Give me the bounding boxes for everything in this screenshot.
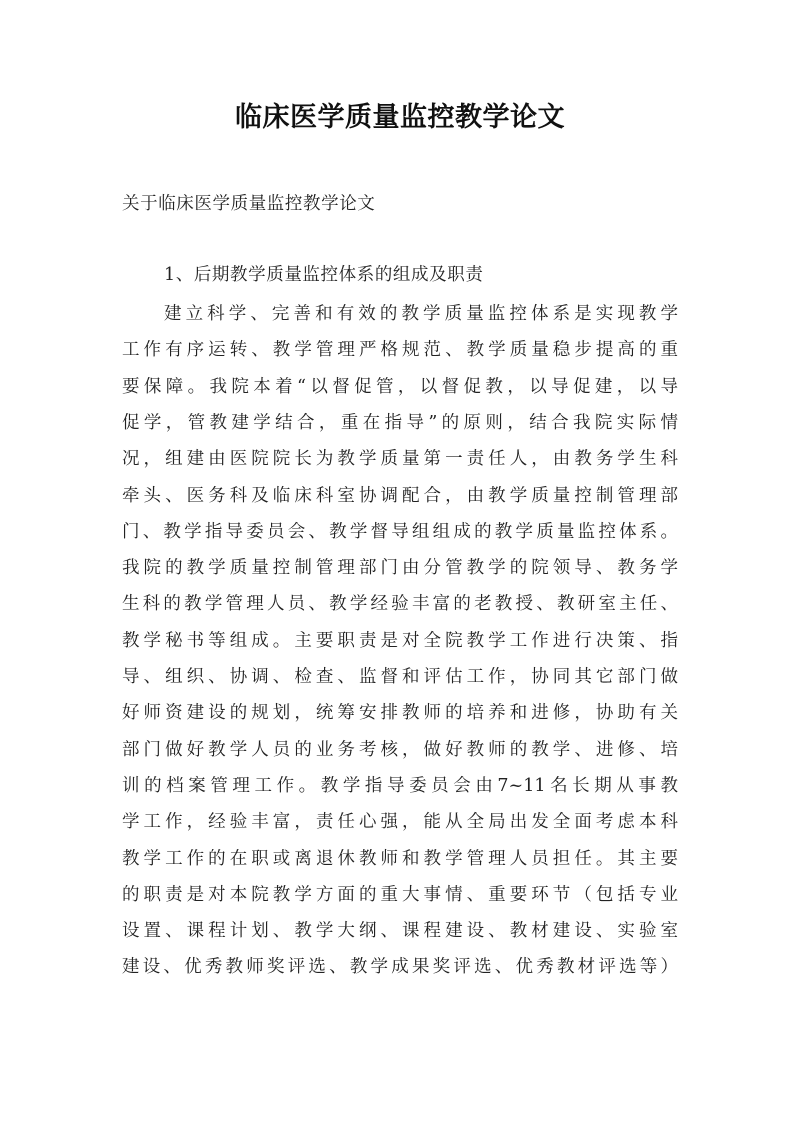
- body-line: 门、教学指导委员会、教学督导组组成的教学质量监控体系。: [122, 521, 678, 542]
- body-line: 的职责是对本院教学方面的重大事情、重要环节（包括专业: [122, 884, 678, 905]
- body-line: 况，组建由医院院长为教学质量第一责任人，由教务学生科: [122, 449, 678, 470]
- body-line: 促学，管教建学结合，重在指导”的原则，结合我院实际情: [122, 412, 678, 433]
- body-line: 训的档案管理工作。教学指导委员会由7~11名长期从事教: [122, 775, 678, 796]
- body-line: 工作有序运转、教学管理严格规范、教学质量稳步提高的重: [122, 340, 678, 361]
- section-heading: 1、后期教学质量监控体系的组成及职责: [164, 265, 484, 285]
- document-title: 临床医学质量监控教学论文: [235, 102, 565, 133]
- document-subtitle: 关于临床医学质量监控教学论文: [122, 194, 376, 214]
- body-line: 学工作，经验丰富，责任心强，能从全局出发全面考虑本科: [122, 812, 678, 833]
- body-line: 牵头、医务科及临床科室协调配合，由教学质量控制管理部: [122, 485, 678, 506]
- body-line: 建立科学、完善和有效的教学质量监控体系是实现教学: [164, 304, 678, 324]
- body-line: 设置、课程计划、教学大纲、课程建设、教材建设、实验室: [122, 921, 678, 942]
- body-line: 要保障。我院本着“以督促管，以督促教，以导促建，以导: [122, 376, 678, 397]
- body-line: 教学工作的在职或离退休教师和教学管理人员担任。其主要: [122, 848, 678, 869]
- body-line: 建设、优秀教师奖评选、教学成果奖评选、优秀教材评选等）: [122, 957, 678, 978]
- body-line: 部门做好教学人员的业务考核，做好教师的教学、进修、培: [122, 739, 678, 760]
- body-line: 生科的教学管理人员、教学经验丰富的老教授、教研室主任、: [122, 594, 678, 615]
- body-line: 导、组织、协调、检查、监督和评估工作，协同其它部门做: [122, 667, 678, 687]
- body-line: 好师资建设的规划，统筹安排教师的培养和进修，协助有关: [122, 703, 678, 724]
- body-line: 我院的教学质量控制管理部门由分管教学的院领导、教务学: [122, 558, 678, 579]
- body-line: 教学秘书等组成。主要职责是对全院教学工作进行决策、指: [122, 630, 678, 651]
